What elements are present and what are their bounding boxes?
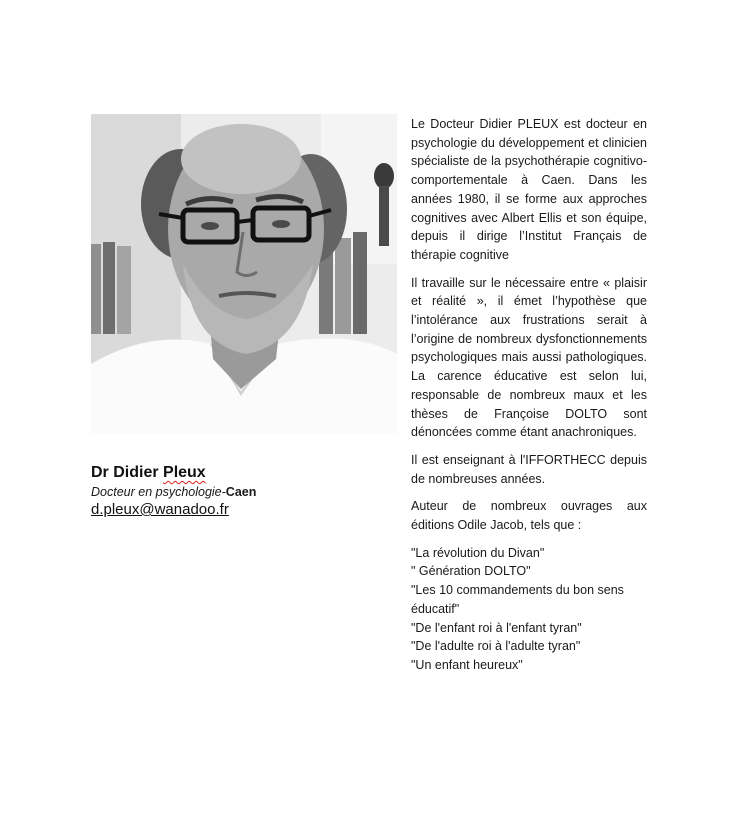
person-role: Docteur en psychologie-Caen (91, 485, 257, 499)
portrait-illustration (91, 114, 397, 434)
book-title: "De l'enfant roi à l'enfant tyran" (411, 620, 582, 635)
book-title: "La révolution du Divan" (411, 545, 545, 560)
book-title: " Génération DOLTO" (411, 564, 531, 579)
bio-paragraph: Il travaille sur le nécessaire entre « plaisir et réalité », il émet l’hypothèse que l’intolérance aux frustrations serait à l’origine de nombreux dysfonctionnements psychologiques mais aussi pathologiques. La carence éducative est selon lui, responsable de nombreux maux et les thèses de Françoise DOLTO sont dénoncées comme étant anachroniques. (411, 275, 647, 440)
book-title: "Un enfant heureux" (411, 657, 523, 672)
person-lastname: Pleux (163, 464, 206, 481)
caption-block (91, 463, 391, 519)
bio-text (411, 115, 647, 675)
email-link[interactable]: d.pleux@wanadoo.fr (91, 501, 229, 518)
book-list (411, 544, 647, 675)
book-title: "De l'adulte roi à l'adulte tyran" (411, 639, 581, 654)
bio-paragraph: Il est enseignant à l'IFFORTHECC depuis de nombreuses années. (411, 452, 647, 486)
person-city: Caen (225, 485, 257, 499)
bio-paragraph: Auteur de nombreux ouvrages aux éditions Odile Jacob, tels que : (411, 499, 647, 533)
person-name: Dr Didier Pleux (91, 464, 206, 481)
portrait-photo (91, 114, 397, 434)
bio-paragraph: Le Docteur Didier PLEUX est docteur en psychologie du développement et clinicien spécialiste de la psychothérapie cognitivo-comportementale à Caen. Dans les années 1980, il se forme aux approches cognitives avec Albert Ellis et son équipe, depuis il dirige l’Institut Français de thérapie cognitive (411, 117, 647, 262)
book-title: "Les 10 commandements du bon sens éducatif" (411, 583, 624, 616)
